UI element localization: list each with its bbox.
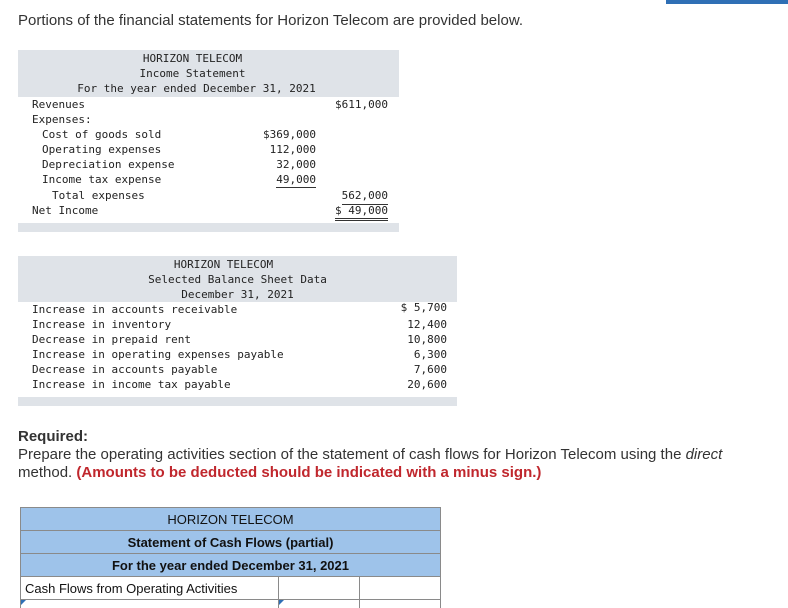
net-income-label: Net Income <box>32 203 98 218</box>
balance-date: December 31, 2021 <box>18 287 457 302</box>
expense-value: 112,000 <box>270 142 316 157</box>
expenses-row <box>18 112 399 127</box>
balance-label: Decrease in accounts payable <box>32 362 217 377</box>
balance-value: 20,600 <box>407 377 447 392</box>
income-statement-footer-bar <box>18 223 399 232</box>
balance-value: 6,300 <box>414 347 447 362</box>
revenues-label: Revenues <box>32 97 85 112</box>
balance-label: Increase in income tax payable <box>32 377 231 392</box>
income-statement <box>18 50 399 219</box>
required-text <box>18 446 778 482</box>
balance-sheet-header <box>18 256 457 302</box>
income-statement-header <box>18 50 399 97</box>
cash-flow-table <box>20 507 441 608</box>
intro-text: Portions of the financial statements for Horizon Telecom are provided below. <box>18 12 523 29</box>
required-text-emphasis: direct <box>686 446 723 463</box>
income-period: For the year ended December 31, 2021 <box>18 81 399 96</box>
required-text-after: method. <box>18 464 76 481</box>
expense-value: $369,000 <box>263 127 316 142</box>
required-heading: Required: <box>18 428 778 446</box>
total-expenses-value: 562,000 <box>342 187 388 205</box>
balance-value: 7,600 <box>414 362 447 377</box>
cash-flow-section-label: Cash Flows from Operating Activities <box>21 577 279 600</box>
balance-label: Decrease in prepaid rent <box>32 332 191 347</box>
revenues-row <box>18 97 399 112</box>
income-title: Income Statement <box>18 66 399 81</box>
required-section <box>18 428 778 482</box>
balance-label: Increase in operating expenses payable <box>32 347 284 362</box>
cash-flow-period: For the year ended December 31, 2021 <box>21 554 441 577</box>
balance-row <box>18 302 457 317</box>
balance-label: Increase in inventory <box>32 317 171 332</box>
revenues-value: $611,000 <box>335 97 388 112</box>
required-text-before: Prepare the operating activities section of the statement of cash flows for Horizon Telecom using the <box>18 446 686 463</box>
expense-row <box>18 172 399 187</box>
balance-label: Increase in accounts receivable <box>32 302 237 317</box>
cash-flow-header-blank <box>279 577 360 600</box>
expense-label: Income tax expense <box>42 172 161 187</box>
required-instruction: (Amounts to be deducted should be indicated with a minus sign.) <box>76 464 541 481</box>
expense-label: Cost of goods sold <box>42 127 161 142</box>
total-expenses-label: Total expenses <box>52 187 145 204</box>
expense-label: Operating expenses <box>42 142 161 157</box>
total-expenses-row <box>18 187 399 203</box>
cash-flow-title: Statement of Cash Flows (partial) <box>21 531 441 554</box>
balance-sheet-footer-bar <box>18 397 457 406</box>
cash-flow-company: HORIZON TELECOM <box>21 508 441 531</box>
income-company: HORIZON TELECOM <box>18 51 399 66</box>
balance-title: Selected Balance Sheet Data <box>18 272 457 287</box>
expenses-label: Expenses: <box>32 112 92 127</box>
balance-sheet-data <box>18 256 457 392</box>
balance-value: 10,800 <box>407 332 447 347</box>
expense-value: 32,000 <box>276 157 316 172</box>
balance-value: 12,400 <box>407 317 447 332</box>
balance-value: $ 5,700 <box>401 300 447 315</box>
balance-row <box>18 332 457 347</box>
expense-row <box>18 142 399 157</box>
expense-value: 49,000 <box>276 172 316 188</box>
balance-row <box>18 377 457 392</box>
expense-label: Depreciation expense <box>42 157 174 172</box>
balance-row <box>18 347 457 362</box>
balance-row <box>18 317 457 332</box>
top-accent-bar <box>666 0 788 4</box>
cash-flow-header-blank <box>360 577 441 600</box>
expense-row <box>18 127 399 142</box>
net-income-row <box>18 203 399 219</box>
expense-row <box>18 157 399 172</box>
balance-company: HORIZON TELECOM <box>18 257 457 272</box>
net-income-value: $ 49,000 <box>335 203 388 221</box>
balance-row <box>18 362 457 377</box>
